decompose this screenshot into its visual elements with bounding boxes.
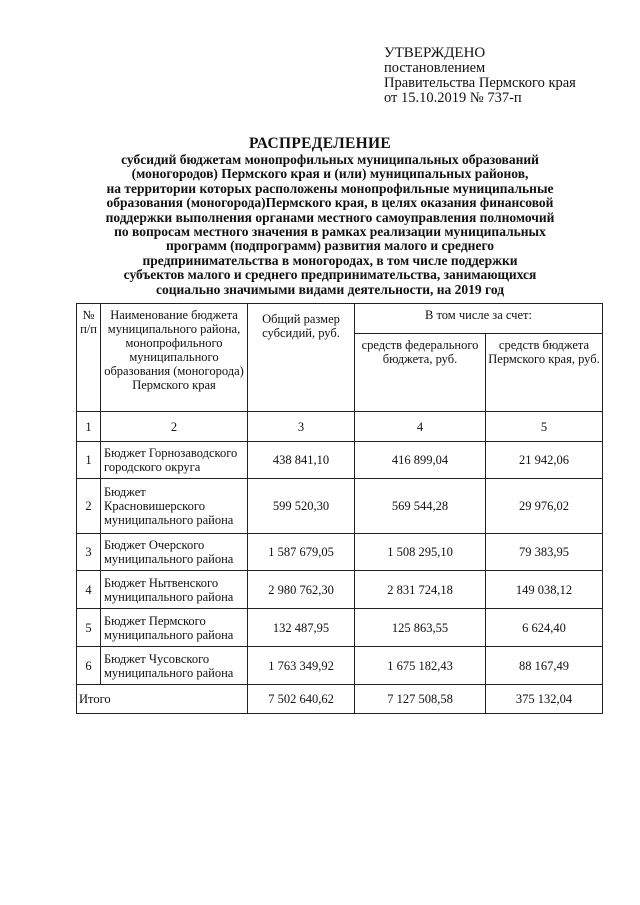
total-regional: 375 132,04 [486, 685, 603, 714]
column-number-row [77, 412, 603, 442]
subtitle-line: по вопросам местного значения в рамках реализации муниципальных [114, 224, 546, 240]
col-number: 5 [486, 412, 603, 442]
subtitle-line: субсидий бюджетам монопрофильных муниципальных образований [121, 152, 539, 167]
table-row [77, 571, 603, 609]
total-total: 7 502 640,62 [248, 685, 355, 714]
row-federal: 1 508 295,10 [355, 534, 486, 571]
row-federal: 416 899,04 [355, 442, 486, 479]
subtitle-line: предпринимательства в моногородах, в том числе поддержки [142, 252, 518, 268]
header-federal: средств федерального бюджета, руб. [355, 334, 486, 412]
header-regional: средств бюджета Пермского края, руб. [486, 334, 603, 412]
row-total: 2 980 762,30 [248, 571, 355, 609]
col-number: 4 [355, 412, 486, 442]
row-regional: 6 624,40 [486, 609, 603, 647]
row-regional: 88 167,49 [486, 647, 603, 685]
row-regional: 21 942,06 [486, 442, 603, 479]
row-name: Бюджет Пермского муниципального района [101, 609, 248, 647]
header-num: № п/п [77, 304, 101, 412]
row-federal: 125 863,55 [355, 609, 486, 647]
table-row [77, 442, 603, 479]
document-title: РАСПРЕДЕЛЕНИЕ [249, 135, 391, 152]
row-total: 132 487,95 [248, 609, 355, 647]
total-row [77, 685, 603, 714]
row-name: Бюджет Красновишерского муниципального района [101, 479, 248, 534]
approval-stamp [384, 46, 576, 106]
header-group: В том числе за счет: [355, 304, 603, 334]
document-subtitle [60, 153, 600, 297]
row-federal: 569 544,28 [355, 479, 486, 534]
row-name: Бюджет Чусовского муниципального района [101, 647, 248, 685]
subtitle-line: субъектов малого и среднего предпринимательства, занимающихся [123, 267, 537, 283]
subtitle-line: образования (моногорода)Пермского края, в целях оказания финансовой [106, 195, 554, 211]
row-total: 1 587 679,05 [248, 534, 355, 571]
header-total: Общий размер субсидий, руб. [248, 304, 355, 412]
approval-heading: УТВЕРЖДЕНО [384, 45, 486, 61]
subtitle-line: (моногородов) Пермского края и (или) муниципальных районов, [131, 166, 529, 182]
total-federal: 7 127 508,58 [355, 685, 486, 714]
subtitle-line: на территории которых расположены монопрофильные муниципальные [106, 180, 554, 196]
table-row [77, 609, 603, 647]
row-num: 3 [77, 534, 101, 571]
row-regional: 29 976,02 [486, 479, 603, 534]
distribution-table [76, 303, 603, 714]
row-total: 1 763 349,92 [248, 647, 355, 685]
row-num: 4 [77, 571, 101, 609]
header-name: Наименование бюджета муниципального района, монопрофильного муниципального образования (моногорода) Пермского края [101, 304, 248, 412]
row-federal: 2 831 724,18 [355, 571, 486, 609]
row-num: 6 [77, 647, 101, 685]
subtitle-line: социально значимыми видами деятельности, на 2019 год [155, 281, 505, 297]
col-number: 1 [77, 412, 101, 442]
subtitle-line: поддержки выполнения органами местного самоуправления полномочий [105, 209, 555, 225]
table-row [77, 534, 603, 571]
row-regional: 149 038,12 [486, 571, 603, 609]
row-total: 599 520,30 [248, 479, 355, 534]
col-number: 3 [248, 412, 355, 442]
total-label: Итого [77, 685, 248, 714]
row-name: Бюджет Нытвенского муниципального района [101, 571, 248, 609]
approval-line-2: Правительства Пермского края [384, 75, 576, 91]
row-regional: 79 383,95 [486, 534, 603, 571]
row-num: 1 [77, 442, 101, 479]
table-row [77, 647, 603, 685]
row-num: 5 [77, 609, 101, 647]
row-name: Бюджет Очерского муниципального района [101, 534, 248, 571]
approval-line-3: от 15.10.2019 № 737-п [384, 90, 522, 106]
approval-line-1: постановлением [384, 60, 486, 76]
subtitle-line: программ (подпрограмм) развития малого и среднего [165, 238, 494, 254]
table-row [77, 479, 603, 534]
col-number: 2 [101, 412, 248, 442]
row-total: 438 841,10 [248, 442, 355, 479]
row-name: Бюджет Горнозаводского городского округа [101, 442, 248, 479]
row-federal: 1 675 182,43 [355, 647, 486, 685]
row-num: 2 [77, 479, 101, 534]
